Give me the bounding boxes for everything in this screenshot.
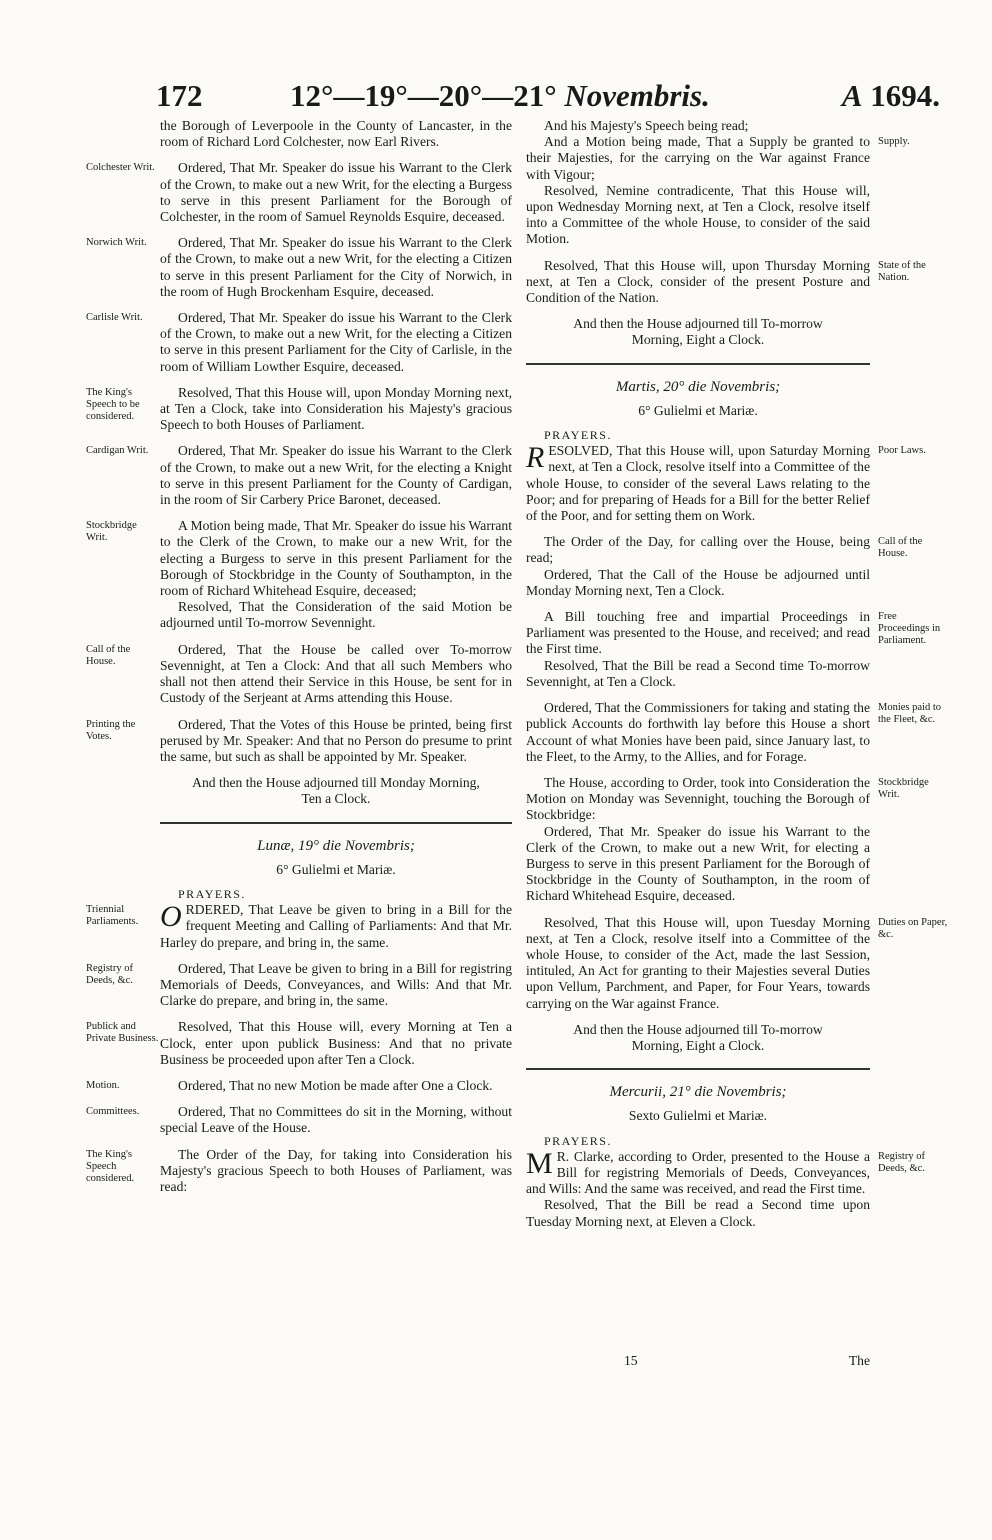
- day-heading-martis: Martis, 20° die Novembris;: [615, 378, 781, 395]
- entry-speech-considered: [86, 1146, 512, 1196]
- entry-committees: [86, 1104, 512, 1136]
- margin-note: Supply.: [878, 136, 910, 148]
- left-column: [86, 118, 512, 1205]
- entry-registry-bill: [526, 1146, 925, 1198]
- header-month: Novembris.: [564, 78, 710, 113]
- entry-text: Resolved, That this House will, every Morning at Ten a Clock, enter upon publick Business: And that no private Business be proceeded upon after Ten a Clock.: [160, 1019, 512, 1067]
- right-column: [526, 118, 948, 1240]
- entry-text: Resolved, That this House will, upon Thursday Morning next, at Ten a Clock, consider of the present Posture and Condition of the Nation.: [526, 257, 870, 306]
- prayers-label: PRAYERS.: [178, 886, 246, 901]
- margin-note: Committees.: [86, 1106, 140, 1118]
- entry-text: Ordered, That Leave be given to bring in a Bill for registring Memorials of Deeds, Conveyances, and Wills: And that Mr. Clarke do prepare, and bring in, the same.: [160, 960, 512, 1009]
- entry-triennial: [86, 900, 512, 951]
- entry-text: Ordered, That Mr. Speaker do issue his Warrant to the Clerk of the Crown, to make out a new Writ, for the electing a Citizen to serve in this present Parliament for the City of Carlisle, in the room of William Lowther Esquire, deceased.: [160, 310, 512, 374]
- section-divider: [526, 1068, 870, 1070]
- entry-monies: [526, 700, 941, 765]
- entry-call-of-house: [86, 641, 512, 707]
- entry-stockbridge-ordered: Ordered, That Mr. Speaker do issue his Warrant to the Clerk of the Crown, to make out a new Writ, for electing a Burgess to serve in this present Parliament for the Borough of Stockbridge in the County of Southampton, in the room of Richard Whitehead Esquire, deceased.: [526, 823, 870, 904]
- entry-cardigan: [86, 443, 512, 508]
- page-header: [150, 78, 940, 118]
- margin-note: Carlisle Writ.: [86, 312, 143, 324]
- margin-note: Publick and Private Business.: [86, 1021, 159, 1045]
- header-year: [842, 78, 940, 114]
- entry-norwich: [86, 235, 512, 300]
- adjourn-monday: And then the House adjourned till Monday Morning, Ten a Clock.: [192, 775, 480, 807]
- margin-note: Printing the Votes.: [86, 718, 136, 742]
- entry-supply-resolved: Resolved, Nemine contradicente, That this House will, upon Wednesday Morning next, at Ten a Clock, resolve itself into a Committee of the whole House, to consider of the said Motion.: [526, 182, 870, 247]
- adjourn-tomorrow-1: And then the House adjourned till To-morrow Morning, Eight a Clock.: [573, 316, 823, 348]
- margin-note: Monies paid to the Fleet, &c.: [878, 702, 941, 726]
- header-year-letter: A: [841, 78, 863, 113]
- day-heading-lunae: Lunæ, 19° die Novembris;: [257, 837, 415, 854]
- prayers-label: PRAYERS.: [544, 428, 612, 443]
- drop-cap: R: [526, 441, 545, 475]
- margin-note: The King's Speech to be considered.: [86, 386, 140, 422]
- entry-kings-speech: [86, 384, 512, 434]
- margin-note: Poor Laws.: [878, 445, 926, 457]
- margin-note: Norwich Writ.: [86, 237, 147, 249]
- entry-call-adjourned: Ordered, That the Call of the House be adjourned until Monday Morning next, Ten a Clock.: [526, 566, 870, 598]
- entry-supply: [526, 134, 910, 183]
- page-number: 172: [156, 78, 203, 113]
- entry-motion: [86, 1077, 512, 1094]
- entry-text: Resolved, That this House will, upon Tuesday Morning next, at Ten a Clock, resolve itself into a Committee of the whole House, to consider of the Act, made the last Session, intituled, An Act for granting to their Majesties several Duties upon Vellum, Parchment, and Paper, for Four Years, towards carrying on the War against France.: [526, 914, 870, 1011]
- margin-note: Motion.: [86, 1079, 120, 1091]
- entry-text: Ordered, That the House be called over To-morrow Sevennight, at Ten a Clock: And that all such Members who shall not then attend their Service in this House, be sent for in Custody of the Serjeant at Arms attending this House.: [160, 641, 512, 706]
- drop-cap: M: [526, 1146, 553, 1180]
- regnal-year: 6° Gulielmi et Mariæ.: [276, 861, 396, 877]
- entry-text: Ordered, That Mr. Speaker do issue his Warrant to the Clerk of the Crown, to make out a new Writ, for the electing a Knight to serve in this present Parliament for the County of Cardigan, in the room of Sir Carbery Price Baronet, deceased.: [160, 443, 512, 508]
- catchword: The: [848, 1353, 870, 1368]
- entry-state-of-nation: [526, 257, 926, 307]
- entry-text: Ordered, That no new Motion be made after One a Clock.: [178, 1077, 493, 1093]
- entry-text: Ordered, That Mr. Speaker do issue his Warrant to the Clerk of the Crown, to make out a new Writ, for the electing a Burgess to serve in this present Parliament for the Borough of Colchester, in the room of Samuel Reynolds Esquire, deceased.: [160, 160, 512, 225]
- entry-stockbridge-2: [526, 774, 929, 824]
- entry-publick-business: [86, 1019, 512, 1068]
- margin-note: State of the Nation.: [878, 259, 926, 283]
- entry-stockbridge: [86, 518, 512, 599]
- entry-text: R. Clarke, according to Order, presented to the House a Bill for registring Memorials of Deeds, Conveyances, and Wills: And the same was received, and read the First time.: [526, 1148, 870, 1197]
- entry-carlisle: [86, 310, 512, 375]
- prayers-label: PRAYERS.: [544, 1133, 612, 1148]
- entry-text: RDERED, That Leave be given to bring in a Bill for the frequent Meeting and Calling of Parliaments: And that Mr. Harley do prepare, and bring in, the same.: [160, 902, 512, 950]
- left-intro: the Borough of Leverpoole in the County of Lancaster, in the room of Richard Lord Colchester, now Earl Rivers.: [160, 118, 512, 150]
- entry-text: A Motion being made, That Mr. Speaker do issue his Warrant to the Clerk of the Crown, to make our a new Writ, for the electing a Burgess to serve in this present Parliament for the Borough of Stockbridge in the County of Southampton, in the room of Richard Whitehead Esquire, deceased;: [160, 518, 512, 599]
- section-divider: [526, 363, 870, 365]
- entry-text: Resolved, That this House will, upon Monday Morning next, at Ten a Clock, take into Consideration his Majesty's gracious Speech to both Houses of Parliament.: [160, 384, 512, 433]
- drop-cap: O: [160, 900, 182, 934]
- regnal-year: 6° Gulielmi et Mariæ.: [638, 402, 758, 418]
- entry-free-proceedings: [526, 609, 941, 658]
- entry-text: ESOLVED, That this House will, upon Saturday Morning next, at Ten a Clock, resolve itself into a Committee of the whole House, to consider of the several Laws relating to the Poor; and for preparing of Heads for a Bill for the better Relief of the Poor, and for setting them on Work.: [526, 443, 870, 524]
- margin-note: Stockbridge Writ.: [878, 776, 929, 800]
- header-date-range: 12°—19°—20°—21°: [290, 78, 557, 113]
- entry-duties-paper: [526, 914, 948, 1012]
- entry-poor-laws: [526, 441, 926, 524]
- header-year-number: 1694.: [870, 78, 940, 113]
- entry-text: Ordered, That the Votes of this House be printed, being first perused by Mr. Speaker: And that no Person do presume to print the same, but such as shall be appointed by Mr. Speaker.: [160, 716, 512, 764]
- margin-note: Cardigan Writ.: [86, 445, 149, 457]
- entry-text: The Order of the Day, for taking into Consideration his Majesty's gracious Speech to both Houses of Parliament, was read:: [160, 1146, 512, 1194]
- entry-text: The Order of the Day, for calling over the House, being read;: [526, 534, 870, 566]
- entry-text: Ordered, That no Committees do sit in the Morning, without special Leave of the House.: [160, 1104, 512, 1136]
- margin-note: Call of the House.: [86, 643, 131, 667]
- entry-stockbridge-resolved: Resolved, That the Consideration of the said Motion be adjourned until To-morrow Sevennight.: [160, 599, 512, 631]
- signature-mark: 15: [624, 1353, 638, 1368]
- day-heading-mercurii: Mercurii, 21° die Novembris;: [609, 1084, 787, 1101]
- section-divider: [160, 822, 512, 824]
- margin-note: Colchester Writ.: [86, 162, 155, 174]
- entry-free-proceedings-resolved: Resolved, That the Bill be read a Second time To-morrow Sevennight, at Ten a Clock.: [526, 657, 870, 689]
- margin-note: Triennial Parliaments.: [86, 904, 139, 928]
- entry-registry-resolved: Resolved, That the Bill be read a Second time upon Tuesday Morning next, at Eleven a Clock.: [526, 1197, 870, 1229]
- margin-note: Stockbridge Writ.: [86, 520, 137, 544]
- margin-note: Registry of Deeds, &c.: [86, 962, 133, 986]
- speech-read: And his Majesty's Speech being read;: [544, 118, 749, 133]
- header-dates: [290, 78, 710, 114]
- margin-note: Duties on Paper, &c.: [878, 916, 948, 940]
- entry-call-of-house-2: [526, 534, 923, 566]
- entry-colchester: [86, 160, 512, 225]
- entry-printing-votes: [86, 716, 512, 766]
- margin-note: The King's Speech considered.: [86, 1148, 135, 1184]
- left-entries: [86, 160, 512, 765]
- margin-note: Free Proceedings in Parliament.: [878, 611, 941, 647]
- entry-text: Ordered, That Mr. Speaker do issue his Warrant to the Clerk of the Crown, to make out a new Writ, for the electing a Citizen to serve in this present Parliament for the City of Norwich, in the room of Hugh Brockenham Esquire, deceased.: [160, 235, 512, 299]
- entry-text: A Bill touching free and impartial Proceedings in Parliament was presented to the House, and received; and read the First time.: [526, 609, 870, 657]
- regnal-year: Sexto Gulielmi et Mariæ.: [628, 1108, 768, 1124]
- entry-text: The House, according to Order, took into Consideration the Motion on Monday was Sevennight, touching the Borough of Stockbridge:: [526, 774, 870, 823]
- margin-note: Call of the House.: [878, 536, 923, 560]
- margin-note: Registry of Deeds, &c.: [878, 1150, 925, 1174]
- entry-registry: [86, 960, 512, 1010]
- adjourn-tomorrow-2: And then the House adjourned till To-morrow Morning, Eight a Clock.: [573, 1021, 823, 1053]
- entry-text: And a Motion being made, That a Supply be granted to their Majesties, for the carrying on the War against France with Vigour;: [526, 134, 870, 182]
- entry-text: Ordered, That the Commissioners for taking and stating the publick Accounts do forthwith lay before this House a short Account of what Monies have been paid, since January last, to the Fleet, to the Army, to the Allies, and for Forage.: [526, 700, 870, 764]
